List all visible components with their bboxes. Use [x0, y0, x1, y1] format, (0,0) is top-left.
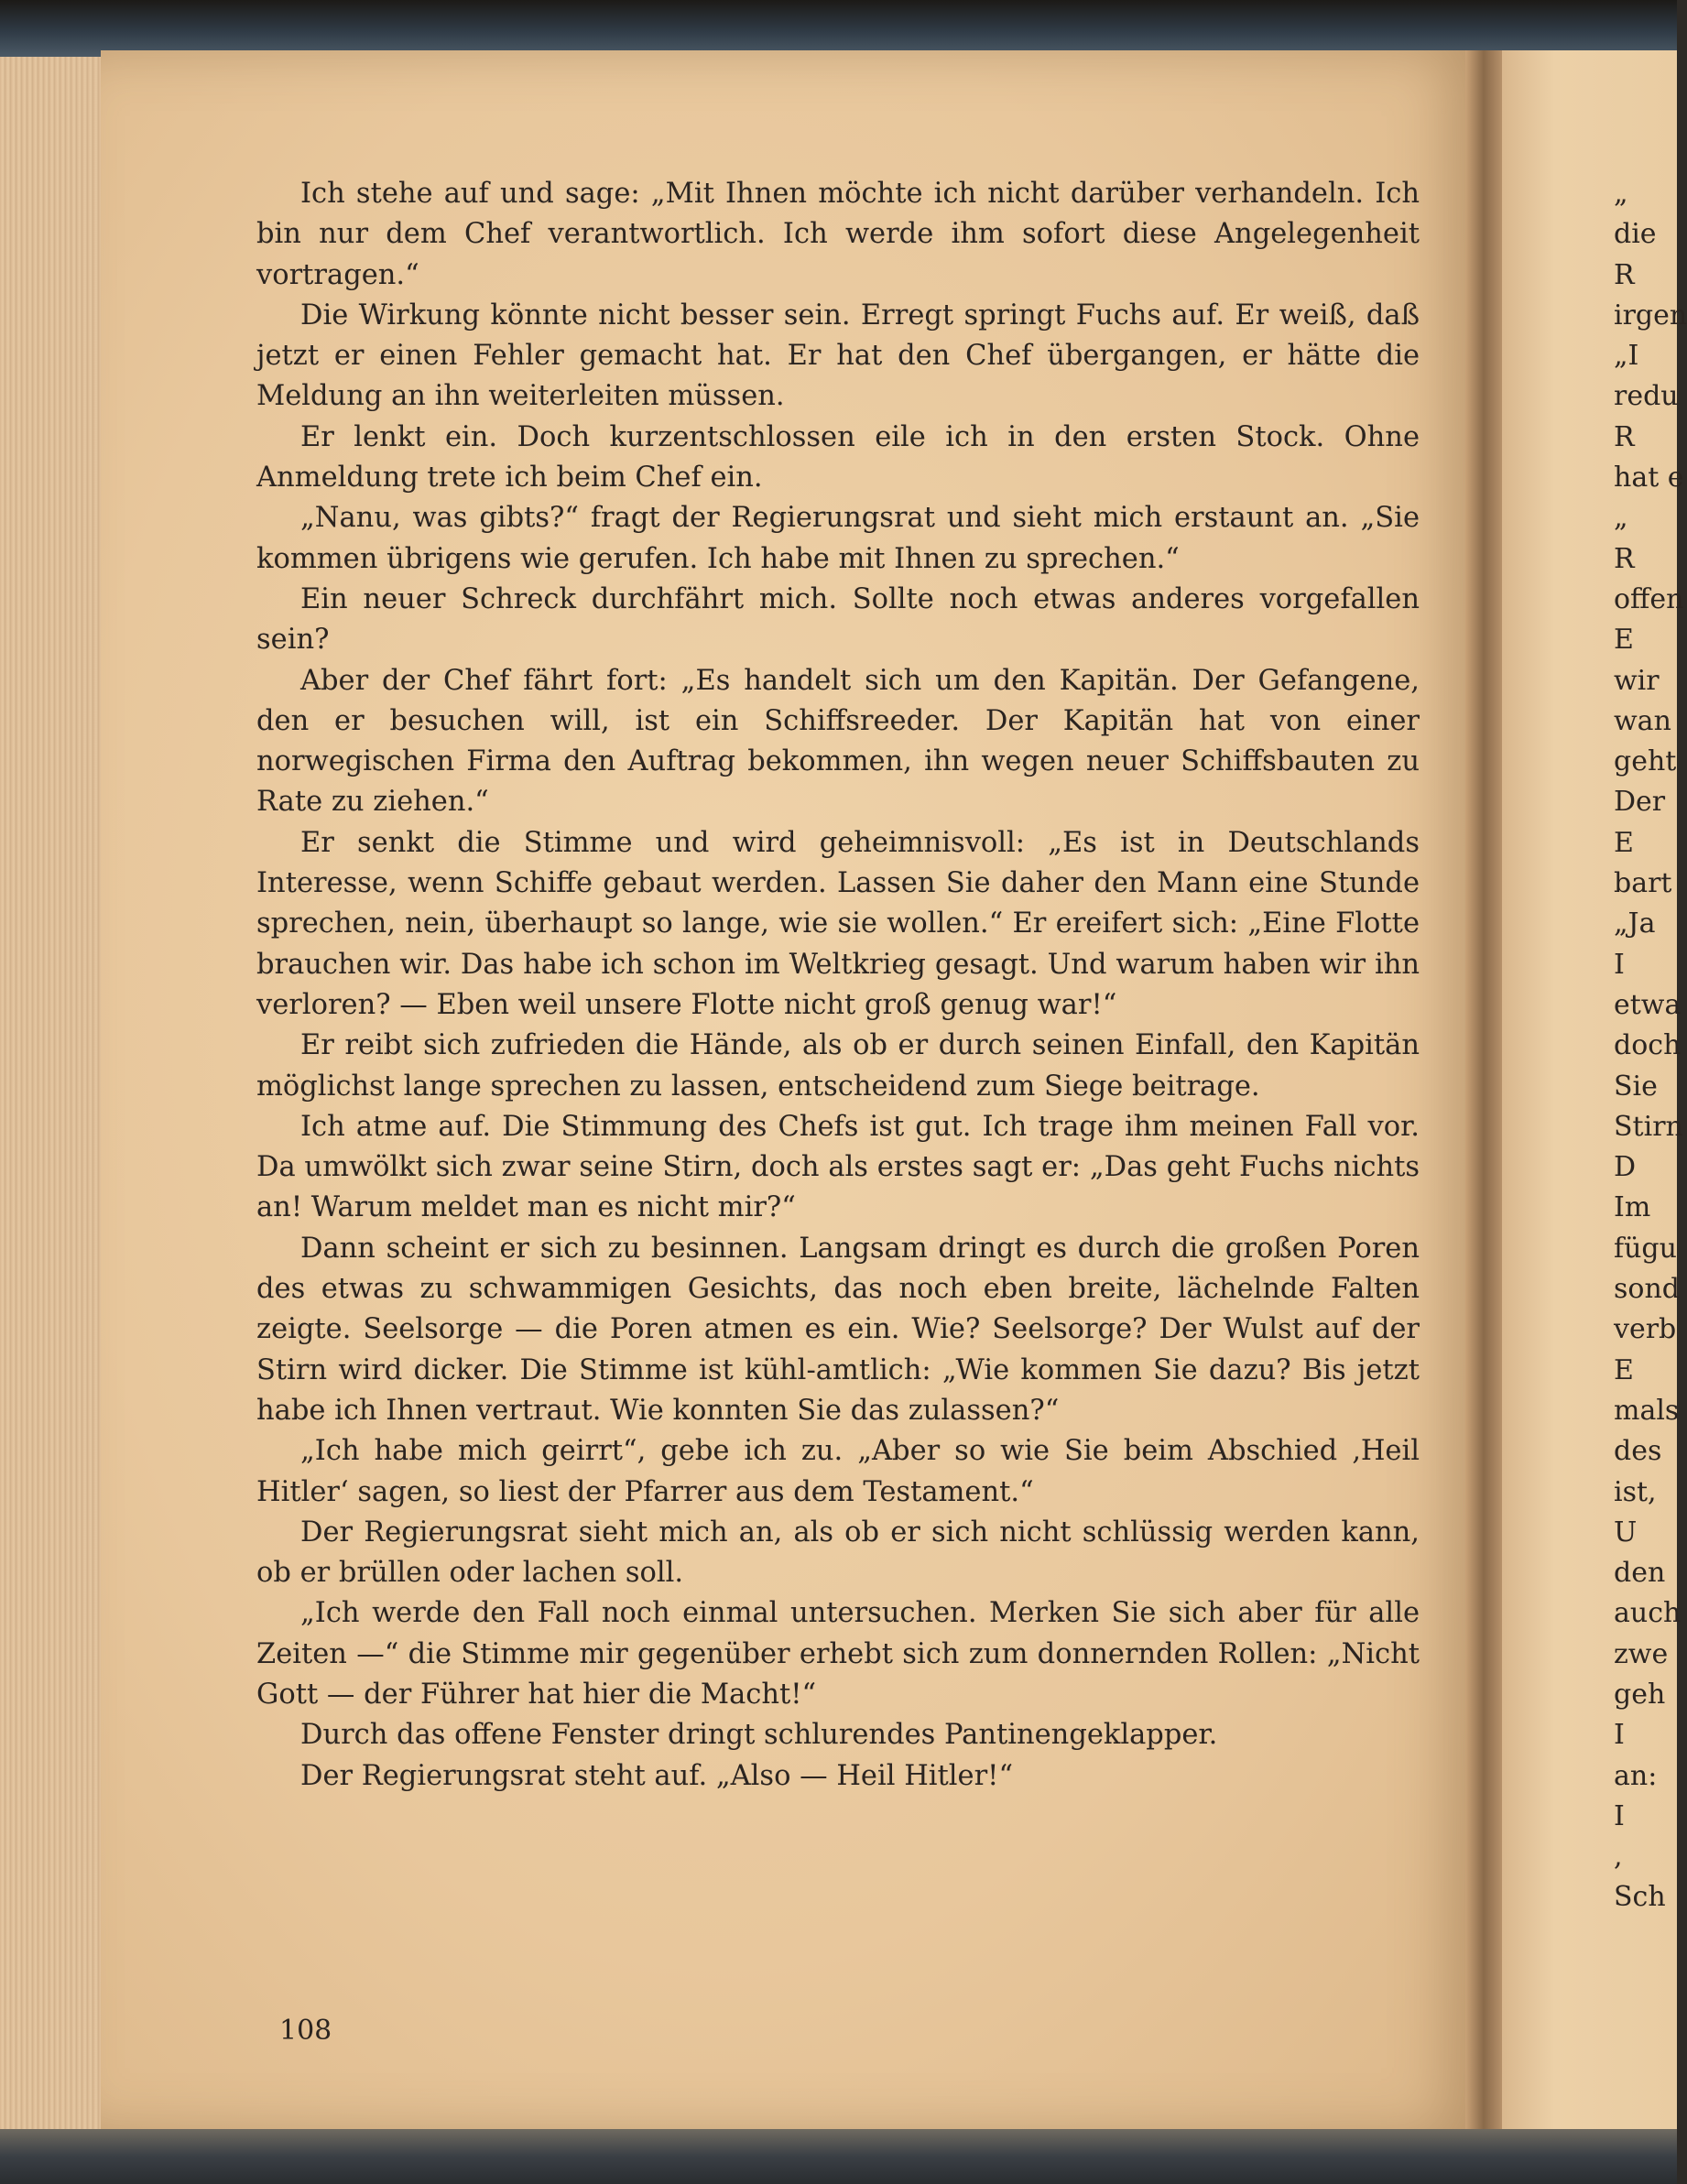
line-fragment: I [1614, 1799, 1625, 1832]
paragraph: Dann scheint er sich zu besinnen. Langsam dringt es durch die großen Poren des etwas zu schwammigen Gesichts, das noch eben breite, lächelnde Falten zeigte. Seelsorge — die Poren atmen es ein. Wie? Seelsorge? Der Wulst auf der Stirn wird dicker. Die Stimme ist kühl-amtlich: „Wie kommen Sie dazu? Bis jetzt habe ich Ihnen vertraut. Wie konnten Sie das zulassen?“ [256, 1232, 1420, 1427]
line-fragment: die [1614, 218, 1657, 251]
line-fragment: etwa [1614, 988, 1682, 1021]
line-fragment: redu [1614, 380, 1679, 413]
line-fragment: D [1614, 1151, 1637, 1184]
line-fragment: Im [1614, 1191, 1651, 1224]
paragraph: Ich atme auf. Die Stimmung des Chefs ist gut. Ich trage ihm meinen Fall vor. Da umwölkt sich zwar seine Stirn, doch als erstes sagt er: „Das geht Fuchs nichts an! Warum meldet man es nicht mir?“ [256, 1110, 1420, 1224]
paragraph: Durch das offene Fenster dringt schlurendes Pantinengeklapper. [300, 1719, 1218, 1752]
paragraph: Er lenkt ein. Doch kurzentschlossen eile ich in den ersten Stock. Ohne Anmeldung trete ich beim Chef ein. [256, 420, 1420, 494]
paragraph: „Ich habe mich geirrt“, gebe ich zu. „Aber so wie Sie beim Abschied ‚Heil Hitler‘ sagen, so liest der Pfarrer aus dem Testament.“ [256, 1435, 1420, 1508]
line-fragment: „I [1614, 340, 1639, 373]
line-fragment: Der [1614, 786, 1666, 819]
line-fragment: zwe [1614, 1637, 1669, 1670]
line-fragment: R [1614, 420, 1635, 453]
paragraph: Er reibt sich zufrieden die Hände, als ob er durch seinen Einfall, den Kapitän möglichst lange sprechen zu lassen, entscheidend zum Siege beitrage. [256, 1029, 1420, 1103]
line-fragment: doch [1614, 1029, 1682, 1062]
paragraph: Ein neuer Schreck durchfährt mich. Sollte noch etwas anderes vorgefallen sein? [256, 582, 1420, 657]
line-fragment: geh [1614, 1678, 1666, 1711]
line-fragment: fügu [1614, 1232, 1677, 1265]
line-fragment: U [1614, 1516, 1638, 1548]
paragraph: Der Regierungsrat sieht mich an, als ob er sich nicht schlüssig werden kann, ob er brüllen oder lachen soll. [256, 1516, 1420, 1590]
right-page-text-fragments [1614, 174, 1687, 1918]
line-fragment: R [1614, 258, 1635, 291]
line-fragment: E [1614, 826, 1634, 859]
line-fragment: E [1614, 1353, 1634, 1386]
line-fragment: „ [1614, 502, 1628, 535]
paragraph: „Nanu, was gibts?“ fragt der Regierungsrat und sieht mich erstaunt an. „Sie kommen übrigens wie gerufen. Ich habe mit Ihnen zu sprechen.“ [256, 502, 1420, 575]
paragraph: Der Regierungsrat steht auf. „Also — Heil Hitler!“ [300, 1759, 1014, 1792]
line-fragment: , [1614, 1841, 1623, 1874]
book-top-edge [0, 0, 1677, 57]
line-fragment: wan [1614, 704, 1671, 737]
paragraph: „Ich werde den Fall noch einmal untersuchen. Merken Sie sich aber für alle Zeiten —“ die Stimme mir gegenüber erhebt sich zum donnernden Rollen: „Nicht Gott — der Führer hat hier die Macht!“ [256, 1597, 1420, 1711]
line-fragment: R [1614, 542, 1635, 575]
line-fragment: offen [1614, 582, 1684, 615]
line-fragment: E [1614, 624, 1634, 657]
line-fragment: Sie [1614, 1070, 1658, 1103]
book-spine-edge [0, 57, 103, 2129]
line-fragment: I [1614, 1719, 1625, 1752]
line-fragment: auch [1614, 1597, 1682, 1630]
line-fragment: „ [1614, 178, 1628, 210]
line-fragment: hat e [1614, 462, 1684, 494]
line-fragment: an: [1614, 1759, 1658, 1792]
line-fragment: mals [1614, 1394, 1680, 1427]
line-fragment: sond [1614, 1273, 1680, 1306]
book-gutter [1465, 50, 1502, 2134]
line-fragment: I [1614, 948, 1625, 981]
line-fragment: verb [1614, 1313, 1677, 1346]
paragraph: Aber der Chef fährt fort: „Es handelt sich um den Kapitän. Der Gefangene, den er besuchen will, ist ein Schiffsreeder. Der Kapitän hat von einer norwegischen Firma den Auftrag bekommen, ihn wegen neuer Schiffsbauten zu Rate zu ziehen.“ [256, 664, 1420, 819]
line-fragment: den [1614, 1557, 1666, 1590]
paragraph: Er senkt die Stimme und wird geheimnisvoll: „Es ist in Deutschlands Interesse, wenn Schiffe gebaut werden. Lassen Sie daher den Mann eine Stunde sprechen, nein, überhaupt so lange, wie sie wollen.“ Er ereifert sich: „Eine Flotte brauchen wir. Das habe ich schon im Weltkrieg gesagt. Und warum haben wir ihn verloren? — Eben weil unsere Flotte nicht groß genug war!“ [256, 826, 1420, 1021]
page-number: 108 [279, 2015, 332, 2047]
line-fragment: bart [1614, 867, 1672, 900]
book-bottom-edge [0, 2129, 1677, 2184]
line-fragment: Stirn [1614, 1110, 1683, 1143]
line-fragment: ist, [1614, 1475, 1657, 1508]
line-fragment: des [1614, 1435, 1662, 1468]
line-fragment: irgen [1614, 299, 1687, 331]
line-fragment: „Ja [1614, 907, 1656, 940]
paragraph: Ich stehe auf und sage: „Mit Ihnen möchte ich nicht darüber verhandeln. Ich bin nur dem Chef verantwortlich. Ich werde ihm sofort diese Angelegenheit vortragen.“ [256, 178, 1420, 291]
line-fragment: Sch [1614, 1881, 1666, 1914]
line-fragment: wir [1614, 664, 1660, 697]
paragraph: Die Wirkung könnte nicht besser sein. Erregt springt Fuchs auf. Er weiß, daß jetzt er einen Fehler gemacht hat. Er hat den Chef übergangen, er hätte die Meldung an ihn weiterleiten müssen. [256, 299, 1420, 413]
line-fragment: geht [1614, 745, 1677, 778]
left-page-text [256, 174, 1420, 1797]
